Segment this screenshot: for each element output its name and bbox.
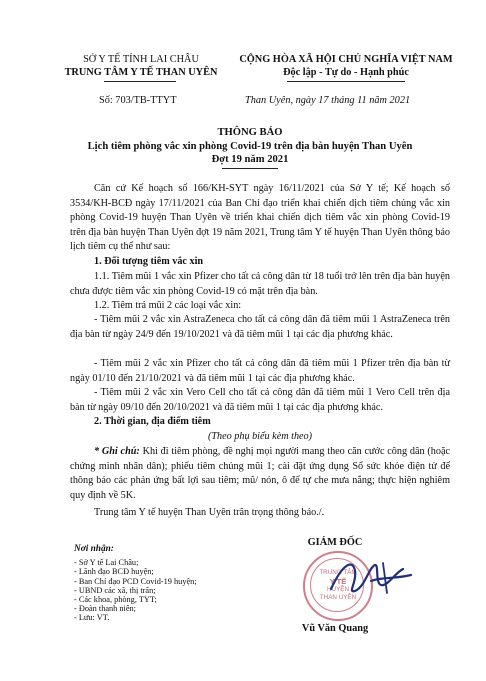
recipient-item: - Các khoa, phòng, TYT; [74,595,157,604]
issuer-parent-agency: SỞ Y TẾ TỈNH LAI CHÂU [83,54,199,65]
issuer-name: TRUNG TÂM Y TẾ THAN UYÊN [64,67,218,78]
document-subject-line1: Lịch tiêm phòng vắc xin phòng Covid-19 trên địa bàn huyện Than Uyên [87,140,413,152]
recipient-item: - Lưu: VT. [74,613,110,622]
note-text: Khi đi tiêm phòng, đề nghị mọi người mang theo căn cước công dân (hoặc chứng minh nhân dân); phiếu tiêm chủng mũi 1; cài đặt ứng dụng Sổ sức khỏe điện tử để thông báo các phản ứng bất lợi sau tiêm; mũ/ nón, ô để tự che mưa nắng; thực hiện nghiêm quy định về 5K. [70,446,450,501]
motto-underline [287,81,405,82]
signer-name: Vũ Văn Quang [301,623,369,634]
national-title: CỘNG HÒA XÃ HỘI CHỦ NGHĨA VIỆT NAM [239,54,453,65]
recipient-item: - Sở Y tế Lai Châu; [74,558,139,567]
recipient-item: - Lãnh đạo BCĐ huyện; [74,567,154,576]
document-subject-line2: Đợt 19 năm 2021 [211,154,289,165]
item-1-2: 1.2. Tiêm trả mũi 2 các loại vắc xin: [94,300,242,311]
item-1-1: 1.1. Tiêm mũi 1 vắc xin Pfizer cho tất cả công dân từ 18 tuổi trở lên trên địa bàn huyện chưa được tiêm vắc xin phòng Covid-19 có mặt trên địa bàn. [70,271,450,297]
recipient-item: - Đoàn thanh niên; [74,604,136,613]
signer-title: GIÁM ĐỐC [307,537,363,548]
appendix-reference: (Theo phụ biểu kèm theo) [207,431,313,442]
document-type-title: THÔNG BÁO [217,127,283,138]
issuer-underline [104,81,176,82]
seal-text-line1: TRUNG TÂM [319,569,357,576]
intro-paragraph: Căn cứ Kế hoạch số 166/KH-SYT ngày 16/11/2021 của Sở Y tế; Kế hoạch số 3534/KH-BCĐ ngày 17/11/2021 của Ban Chỉ đạo triển khai chiến dịch tiêm chủng vắc xin phòng Covid-19 huyện Than Uyên về triển khai chiến dịch tiêm vắc xin phòng Covid-19 trên địa bàn huyện Than Uyên đợt 19 năm 2021, Trung tâm Y tế huyện Than Uyên thông báo lịch tiêm cụ thể như sau: [70,183,450,253]
note-label: * Ghi chú: [94,446,140,457]
bullet-astrazeneca: - Tiêm mũi 2 vắc xin AstraZeneca cho tất cả công dân đã tiêm mũi 1 AstraZeneca trên địa bàn từ ngày 24/9 đến 19/10/2021 và đã tiêm mũi 1 tại các địa phương khác. [70,314,450,340]
closing-sentence: Trung tâm Y tế huyện Than Uyên trân trọng thông báo./. [94,507,325,518]
bullet-vero-cell: - Tiêm mũi 2 vắc xin Vero Cell cho tất cả công dân đã tiêm mũi 1 Vero Cell trên địa bàn từ ngày 09/10 đến 20/10/2021 và đã tiêm mũi 1 tại các địa phương khác. [70,387,450,413]
section-1-heading: 1. Đối tượng tiêm vắc xin [94,256,204,267]
section-2-heading: 2. Thời gian, địa điểm tiêm [94,416,211,427]
seal-text-line3: HUYỆN [326,586,350,593]
seal-text-line4: THAN UYÊN [319,594,357,601]
recipient-item: - UBND các xã, thị trấn; [74,586,156,595]
recipient-item: - Ban Chỉ đạo PCD Covid-19 huyện; [74,577,197,586]
bullet-pfizer: - Tiêm mũi 2 vắc xin Pfizer cho tất cả công dân đã tiêm mũi 1 Pfizer trên địa bàn từ ngày 01/10 đến 21/10/2021 và đã tiêm mũi 1 tại các địa phương khác. [70,358,450,384]
document-number: Số: 703/TB-TTYT [99,95,177,106]
recipients-label: Nơi nhận: [74,544,114,554]
place-and-date: Than Uyên, ngày 17 tháng 11 năm 2021 [245,95,411,106]
note-paragraph [70,445,450,503]
seal-text-line2: Y TẾ [329,577,347,586]
title-underline [222,168,278,169]
handwritten-signature-icon [325,553,415,603]
national-motto: Độc lập - Tự do - Hạnh phúc [283,67,409,78]
